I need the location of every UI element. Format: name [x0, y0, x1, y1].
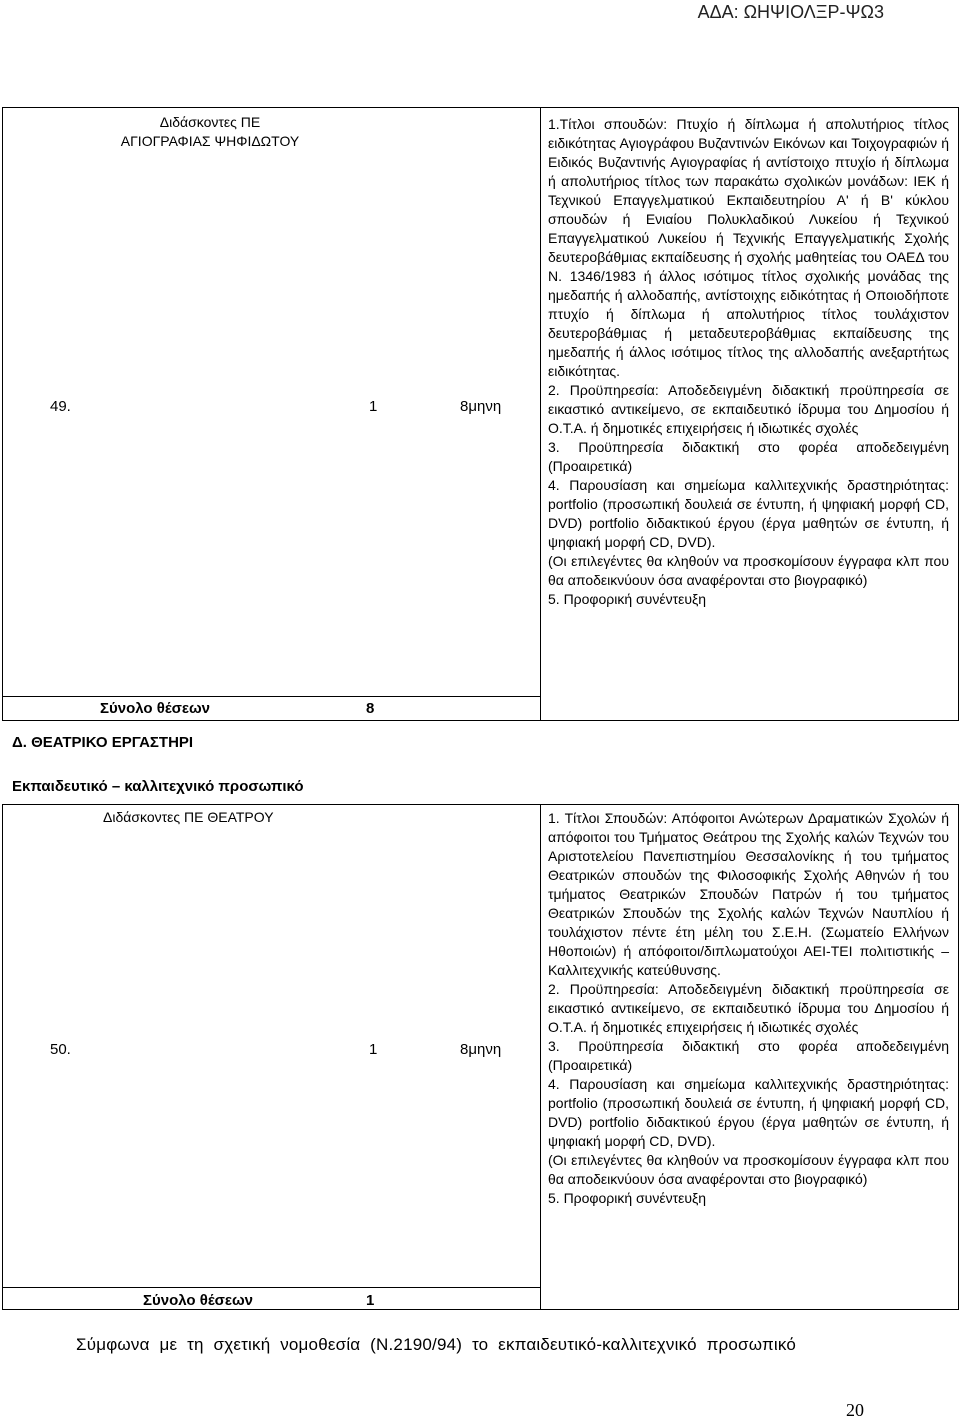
total-row-divider [2, 1287, 540, 1288]
requirement-item: 3. Προϋπηρεσία διδακτική στο φορέα αποδεδειγμένη (Προαιρετικά) [548, 439, 949, 474]
requirements-49 [548, 115, 949, 609]
total-positions-label-top: Σύνολο θέσεων [100, 700, 210, 717]
specialty-50: Διδάσκοντες ΠΕ ΘΕΑΤΡΟΥ [103, 809, 274, 825]
requirement-item: 2. Προϋπηρεσία: Αποδεδειγμένη διδακτική προϋπηρεσία σε εικαστικό αντικείμενο, σε εκπαιδευτικό ίδρυμα του Δημοσίου ή Ο.Τ.Α. ή δημοτικές επιχειρήσεις ή ιδιωτικές σχολές [548, 981, 949, 1035]
footer-note: Σύμφωνα με τη σχετική νομοθεσία (Ν.2190/94) το εκπαιδευτικό-καλλιτεχνικό προσωπικό [76, 1335, 796, 1354]
col-divider [540, 804, 541, 1310]
requirement-item: 3. Προϋπηρεσία διδακτική στο φορέα αποδεδειγμένη (Προαιρετικά) [548, 1038, 949, 1073]
positions-49: 1 [369, 398, 378, 415]
ada-code: ΑΔΑ: ΩΗΨΙΟΛΞΡ-ΨΩ3 [697, 2, 884, 22]
subsection-title: Εκπαιδευτικό – καλλιτεχνικό προσωπικό [12, 778, 304, 795]
requirement-item: (Οι επιλεγέντες θα κληθούν να προσκομίσουν έγγραφα κλπ που θα αποδεικνύουν όσα αναφέρονται στο βιογραφικό) [548, 553, 949, 588]
requirement-item: 2. Προϋπηρεσία: Αποδεδειγμένη διδακτική προϋπηρεσία σε εικαστικό αντικείμενο, σε εκπαιδευτικό ίδρυμα του Δημοσίου ή Ο.Τ.Α. ή δημοτικές επιχειρήσεις ή ιδιωτικές σχολές [548, 382, 949, 436]
duration-49: 8μηνη [460, 398, 502, 415]
section-title: Δ. ΘΕΑΤΡΙΚΟ ΕΡΓΑΣΤΗΡΙ [12, 734, 194, 751]
entry-number-49: 49. [50, 398, 71, 415]
requirement-item: 4. Παρουσίαση και σημείωμα καλλιτεχνικής δραστηριότητας: portfolio (προσωπική δουλειά σε έντυπη, ή ψηφιακή μορφή CD, DVD) portfolio διδακτικού έργου (έργα μαθητών σε έντυπη, ή ψηφιακή μορφή CD, DVD). [548, 1076, 949, 1149]
total-positions-value-bottom: 1 [366, 1292, 375, 1309]
requirement-item: (Οι επιλεγέντες θα κληθούν να προσκομίσουν έγγραφα κλπ που θα αποδεικνύουν όσα αναφέρονται στο βιογραφικό) [548, 1152, 949, 1187]
requirement-item: 1. Τίτλοι Σπουδών: Απόφοιτοι Ανώτερων Δραματικών Σχολών ή απόφοιτοι του Τμήματος Θεάτρου της Σχολής καλών Τεχνών του Αριστοτελείου Πανεπιστημίου Θεσσαλονίκης ή του τμήματος Θεατρικών σπουδών της Φιλοσοφικής Σχολής Αθηνών ή του τμήματος Θεατρικών Σπουδών Πατρών ή του τμήματος Θεατρικών Σπουδών της Σχολής καλών Τεχνών Ναυπλίου ή τουλάχιστον πέντε έτη μέλη του Σ.Ε.Η. (Σωματείο Ελλήνων Ηθοποιών) ή απόφοιτοι/διπλωματούχοι ΑΕΙ-ΤΕΙ πολιτιστικής – Καλλιτεχνικής κατεύθυνσης. [548, 810, 949, 978]
entry-number-50: 50. [50, 1041, 71, 1058]
duration-50: 8μηνη [460, 1041, 502, 1058]
page-number: 20 [846, 1400, 864, 1420]
positions-50: 1 [369, 1041, 378, 1058]
requirement-item: 1.Τίτλοι σπουδών: Πτυχίο ή δίπλωμα ή απολυτήριος τίτλος ειδικότητας Αγιογράφου Βυζαντινών Εικόνων και Τοιχογραφιών ή Ειδικός Βυζαντινής Αγιογραφίας ή αντίστοιχο πτυχίο ή δίπλωμα ή απολυτήριος τίτλος των παρακάτω σχολικών μονάδων: ΙΕΚ ή Τεχνικού Επαγγελματικού Εκπαιδευτηρίου Α' ή Β' κύκλου σπουδών ή Ενιαίου Πολυκλαδικού Λυκείου ή Τεχνικού Επαγγελματικού Λυκείου ή Τεχνικής Επαγγελματικής Σχολής δευτεροβάθμιας εκπαίδευσης ή σχολής μαθητείας του ΟΑΕΔ του Ν. 1346/1983 ή άλλος ισότιμος τίτλος σχολικής μονάδας της ημεδαπής ή αλλοδαπής, αντίστοιχης ειδικότητας ή Οποιοδήποτε πτυχίο ή δίπλωμα ή απολυτήριος τίτλος τουλάχιστον δευτεροβάθμιας ή μεταδευτεροβάθμιας εκπαίδευσης της ημεδαπής ή άλλος ισότιμος τίτλος της αλλοδαπής ανεξαρτήτως ειδικότητας. [548, 116, 949, 379]
requirement-item: 5. Προφορική συνέντευξη [548, 591, 707, 607]
requirement-item: 4. Παρουσίαση και σημείωμα καλλιτεχνικής δραστηριότητας: portfolio (προσωπική δουλειά σε έντυπη, ή ψηφιακή μορφή CD, DVD) portfolio διδακτικού έργου (έργα μαθητών σε έντυπη, ή ψηφιακή μορφή CD, DVD). [548, 477, 949, 550]
total-positions-label-bottom: Σύνολο θέσεων [143, 1292, 253, 1309]
total-positions-value-top: 8 [366, 700, 375, 717]
col-divider [540, 107, 541, 721]
requirement-item: 5. Προφορική συνέντευξη [548, 1190, 707, 1206]
total-row-divider [2, 696, 540, 697]
specialty-49: Διδάσκοντες ΠΕ ΑΓΙΟΓΡΑΦΙΑΣ ΨΗΦΙΔΩΤΟΥ [120, 114, 300, 149]
requirements-50 [548, 809, 949, 1208]
